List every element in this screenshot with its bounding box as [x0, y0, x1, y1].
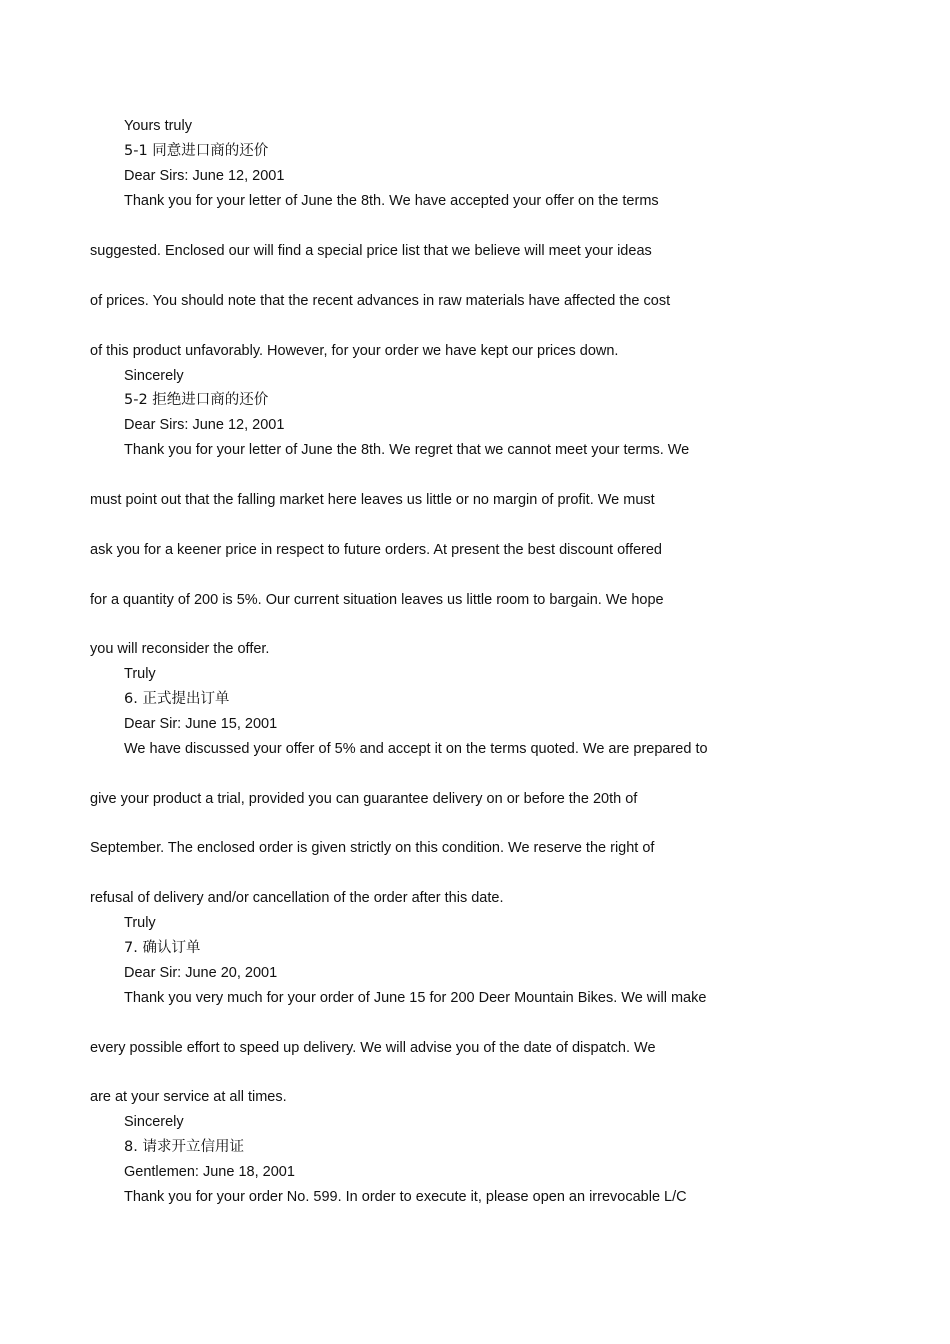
body-8-line-1: Thank you for your order No. 599. In order to execute it, please open an irrevocable L/C [124, 1189, 687, 1205]
body-6-line-3: September. The enclosed order is given strictly on this condition. We reserve the right of [90, 840, 655, 856]
body-6-line-2: give your product a trial, provided you can guarantee delivery on or before the 20th of [90, 791, 638, 807]
salutation-5-1: Dear Sirs: June 12, 2001 [124, 168, 285, 184]
body-5-1-line-4: of this product unfavorably. However, for your order we have kept our prices down. [90, 343, 619, 359]
body-7-line-3: are at your service at all times. [90, 1089, 287, 1105]
salutation-8: Gentlemen: June 18, 2001 [124, 1164, 295, 1180]
section-heading-5-2: 5-2 拒绝进口商的还价 [124, 392, 269, 408]
body-5-1-line-1: Thank you for your letter of June the 8th. We have accepted your offer on the terms [124, 193, 659, 209]
section-heading-5-1: 5-1 同意进口商的还价 [124, 143, 269, 159]
salutation-7: Dear Sir: June 20, 2001 [124, 965, 278, 981]
closing-truly-6: Truly [124, 915, 156, 931]
closing-sincerely-5-1: Sincerely [124, 368, 184, 384]
section-heading-7: 7. 确认订单 [124, 940, 201, 956]
body-7-line-1: Thank you very much for your order of June 15 for 200 Deer Mountain Bikes. We will make [124, 990, 707, 1006]
body-5-1-line-3: of prices. You should note that the recent advances in raw materials have affected the cost [90, 293, 671, 309]
section-heading-6: 6. 正式提出订单 [124, 691, 230, 707]
body-5-2-line-5: you will reconsider the offer. [90, 641, 270, 657]
closing-sincerely-7: Sincerely [124, 1114, 184, 1130]
salutation-5-2: Dear Sirs: June 12, 2001 [124, 417, 285, 433]
body-6-line-1: We have discussed your offer of 5% and accept it on the terms quoted. We are prepared to [124, 741, 708, 757]
body-5-2-line-3: ask you for a keener price in respect to future orders. At present the best discount offered [90, 542, 662, 558]
body-5-2-line-1: Thank you for your letter of June the 8th. We regret that we cannot meet your terms. We [124, 442, 690, 458]
closing-yours-truly: Yours truly [124, 118, 192, 134]
body-7-line-2: every possible effort to speed up delivery. We will advise you of the date of dispatch. We [90, 1040, 656, 1056]
body-5-1-line-2: suggested. Enclosed our will find a special price list that we believe will meet your ideas [90, 243, 652, 259]
closing-truly-5-2: Truly [124, 666, 156, 682]
salutation-6: Dear Sir: June 15, 2001 [124, 716, 278, 732]
body-5-2-line-2: must point out that the falling market here leaves us little or no margin of profit. We must [90, 492, 655, 508]
body-5-2-line-4: for a quantity of 200 is 5%. Our current situation leaves us little room to bargain. We hope [90, 592, 664, 608]
body-6-line-4: refusal of delivery and/or cancellation of the order after this date. [90, 890, 504, 906]
section-heading-8: 8. 请求开立信用证 [124, 1139, 244, 1155]
